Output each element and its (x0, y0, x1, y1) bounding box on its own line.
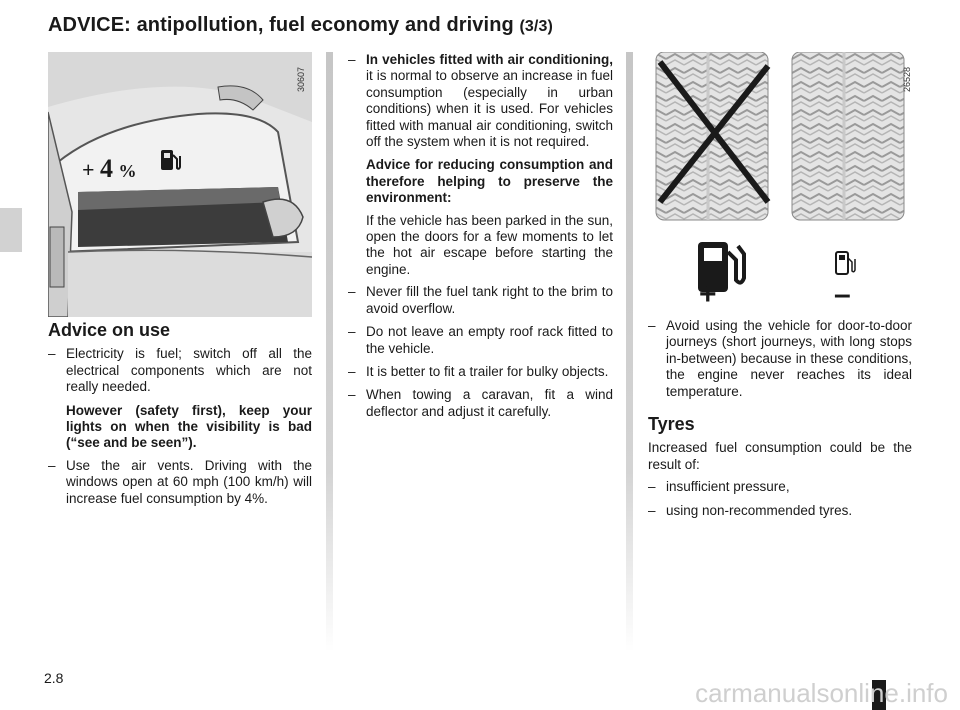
advice-text: If the vehicle has been parked in the sun, open the doors for a few moments to let the hot air escape before starting the engine. (366, 212, 613, 277)
more-fuel-sign: + (699, 278, 717, 311)
tyre-tread-drawing (648, 52, 922, 312)
section-heading-tyres: Tyres (648, 414, 695, 435)
list-item: – Do not leave an empty roof rack fitted to the vehicle. (348, 324, 613, 357)
page-title-part: (3/3) (519, 18, 553, 35)
section-heading-advice-on-use: Advice on use (48, 320, 171, 340)
fuel-increase-badge: + 4 % (82, 154, 137, 183)
column-tyres (648, 318, 912, 526)
car-window-drawing (48, 52, 312, 317)
tyres-intro: Increased fuel consumption could be the result of: (648, 440, 912, 472)
list-item: – It is better to fit a trailer for bulky objects. (348, 364, 613, 380)
list-item: – Avoid using the vehicle for door-to-door journeys (short journeys, with long stops in-between) because in these conditions, the engine never reaches its ideal temperature. (648, 318, 912, 400)
list-item: – Never fill the fuel tank right to the brim to avoid overflow. (348, 284, 613, 317)
list-item: – In vehicles fitted with air conditioning, it is normal to observe an increase in fuel consumption (especially in urban conditions) when it is used. For vehicles fitted with manual air conditioning, switch off the system when it is not required. (348, 52, 613, 150)
column-consumption-advice (348, 52, 613, 427)
safety-note: However (safety first), keep your lights on when the visibility is bad (“see and be seen”). (66, 402, 312, 451)
column-divider-1 (326, 52, 333, 652)
page-title: ADVICE: antipollution, fuel economy and driving (3/3) (48, 14, 553, 36)
page-number: 2.8 (44, 670, 64, 686)
tyres-illustration (648, 52, 922, 312)
window-illustration (48, 52, 312, 317)
list-item: – insufficient pressure, (648, 479, 912, 495)
figure-code-left: 30607 (296, 66, 306, 92)
figure-code-right: 26528 (902, 66, 912, 92)
list-item: – using non-recommended tyres. (648, 503, 912, 519)
less-fuel-sign: – (834, 278, 851, 311)
watermark: carmanualsonline.info (695, 678, 948, 708)
fuel-pump-small-outline-icon (836, 252, 855, 274)
list-item: – Use the air vents. Driving with the windows open at 60 mph (100 km/h) will increase fuel consumption by 4%. (48, 458, 312, 507)
list-item: – When towing a caravan, fit a wind deflector and adjust it carefully. (348, 387, 613, 420)
column-divider-2 (626, 52, 633, 652)
column-advice-on-use (48, 322, 312, 514)
section-tab (0, 208, 22, 252)
advice-heading: Advice for reducing consumption and therefore helping to preserve the environment: (366, 157, 613, 206)
list-item: – Electricity is fuel; switch off all the electrical components which are not really needed. (48, 346, 312, 395)
